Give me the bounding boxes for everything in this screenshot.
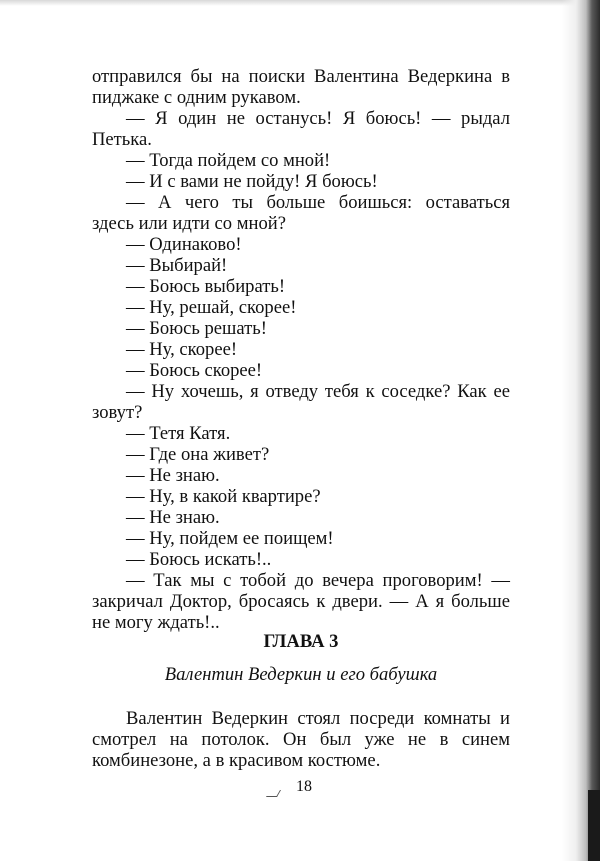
scan-edge-top (0, 0, 600, 6)
text-line: — Ну, решай, скорее! (126, 297, 297, 318)
text-line: — Тетя Катя. (126, 423, 231, 444)
text-line: не могу ждать!.. (92, 612, 220, 633)
text-line: — Не знаю. (126, 507, 220, 528)
text-line: — Я один не останусь! Я боюсь! — рыдал (126, 108, 510, 129)
text-line: пиджаке с одним рукавом. (92, 87, 301, 108)
text-line: — Боюсь выбирать! (126, 276, 286, 297)
text-line: — А чего ты больше боишься: оставаться (126, 192, 510, 213)
chapter-opening-paragraph (92, 708, 510, 771)
text-line: — Одинаково! (126, 234, 242, 255)
chapter-subtitle: Валентин Ведеркин и его бабушка (164, 664, 438, 685)
text-line: Петька. (92, 129, 152, 150)
text-line: — Боюсь искать!.. (126, 549, 272, 570)
text-line: отправился бы на поиски Валентина Ведеркина в (92, 66, 510, 87)
text-line: — Боюсь скорее! (126, 360, 263, 381)
text-line: — Ну, скорее! (126, 339, 238, 360)
text-line: — Где она живет? (126, 444, 270, 465)
text-line: зовут? (92, 402, 143, 423)
text-line: — Ну, пойдем ее поищем! (126, 528, 334, 549)
text-line: смотрел на потолок. Он был уже не в синем (92, 729, 510, 750)
chapter-title: ГЛАВА 3 (263, 631, 339, 652)
pencil-mark (266, 790, 281, 797)
dialogue-block (92, 66, 510, 633)
page-number: 18 (296, 778, 312, 795)
text-line: — И с вами не пойду! Я боюсь! (126, 171, 378, 192)
text-line: — Так мы с тобой до вечера проговорим! — (126, 570, 510, 591)
text-line: здесь или идти со мной? (92, 213, 286, 234)
scan-edge-right (562, 0, 600, 861)
scan-edge-corner (588, 790, 600, 861)
text-line: — Боюсь решать! (126, 318, 267, 339)
text-line: комбинезоне, а в красивом костюме. (92, 750, 381, 771)
text-line: — Ну хочешь, я отведу тебя к соседке? Как ее (126, 381, 510, 402)
text-line: — Тогда пойдем со мной! (126, 150, 331, 171)
text-line: закричал Доктор, бросаясь к двери. — А я больше (92, 591, 510, 612)
text-line: — Выбирай! (126, 255, 228, 276)
text-line: — Ну, в какой квартире? (126, 486, 321, 507)
text-line: Валентин Ведеркин стоял посреди комнаты и (126, 708, 510, 729)
text-line: — Не знаю. (126, 465, 220, 486)
